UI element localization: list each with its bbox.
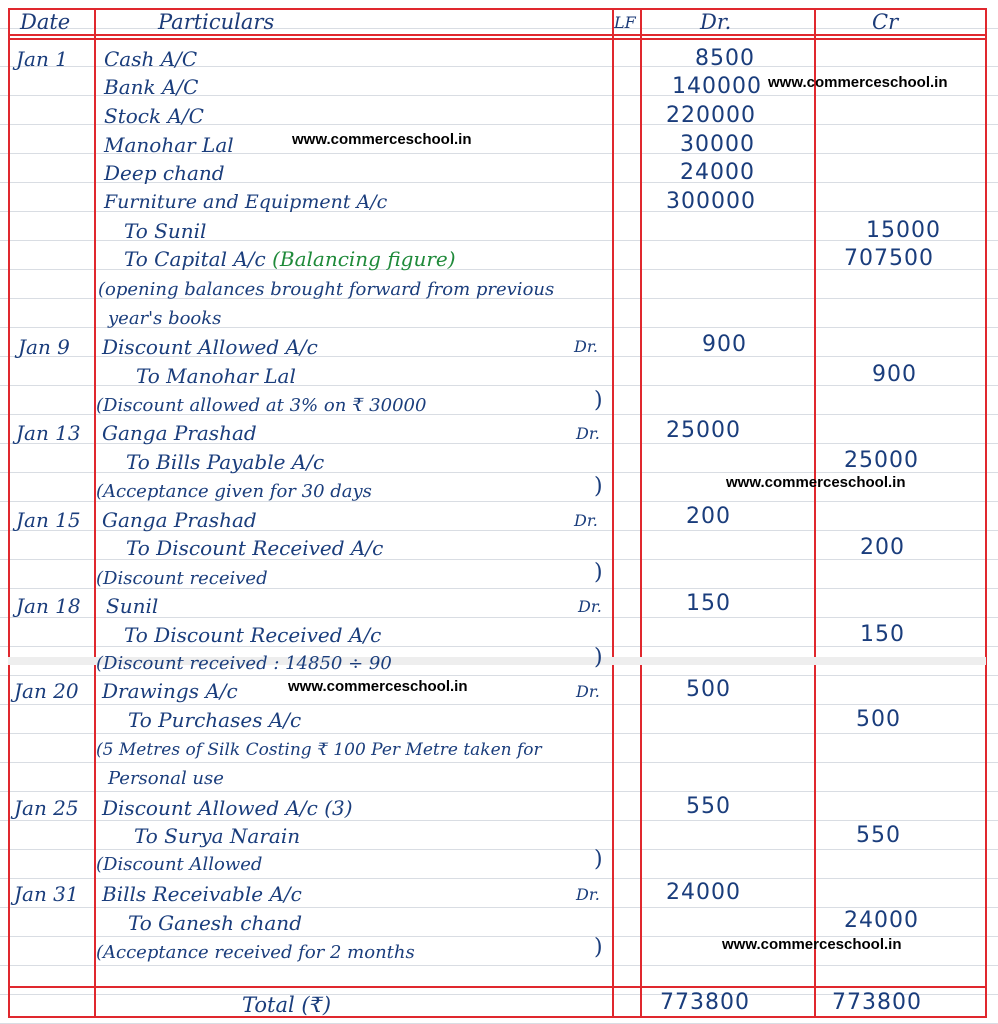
particular-line: Bank A/C [104,75,199,99]
entry-date: Jan 15 [16,508,81,532]
entry-date: Jan 18 [16,594,81,618]
cr-amount: 707500 [844,246,934,271]
cr-amount: 25000 [844,448,919,473]
watermark-text: www.commerceschool.in [292,131,472,148]
dr-amount: 24000 [680,160,755,185]
cr-amount: 24000 [844,908,919,933]
header-cr: Cr [872,10,899,34]
particular-line: To Manohar Lal [136,364,296,388]
cr-amount: 550 [856,823,901,848]
dr-marker: Dr. [574,511,598,530]
particular-line: To Discount Received A/c [124,623,382,647]
dr-amount: 150 [686,591,731,616]
particular-line: To Bills Payable A/c [126,450,325,474]
particular-line: To Purchases A/c [128,708,302,732]
lf-column-divider [640,8,642,1018]
dr-amount: 140000 [672,74,762,99]
header-particulars: Particulars [158,10,275,34]
narration-line: (Acceptance received for 2 months [96,942,415,963]
particular-text: To Capital A/c [124,247,266,271]
particular-line: Furniture and Equipment A/c [104,191,388,213]
particulars-column-divider [612,8,614,1018]
narration-close: ) [594,388,603,413]
entry-date: Jan 25 [14,796,79,820]
dr-marker: Dr. [576,424,600,443]
dr-marker: Dr. [574,337,598,356]
dr-amount: 200 [686,504,731,529]
watermark-text: www.commerceschool.in [722,936,902,953]
header-date: Date [20,10,71,34]
narration-close: ) [594,645,603,670]
particular-line: Drawings A/c [102,679,238,703]
particular-line: Ganga Prashad [102,421,257,445]
dr-amount: 8500 [695,46,755,71]
dr-amount: 300000 [666,189,756,214]
entry-date: Jan 20 [14,679,79,703]
narration-line: (Acceptance given for 30 days [96,481,372,502]
narration-line: (Discount Allowed [96,854,263,875]
particular-line: Deep chand [104,161,225,185]
particular-line: Cash A/C [104,47,198,71]
particular-line: Bills Receivable A/c [102,882,302,906]
dr-amount: 220000 [666,103,756,128]
border-right [985,8,987,1018]
dr-amount: 900 [702,332,747,357]
narration-close: ) [594,474,603,499]
narration-line: year's books [108,308,222,329]
entry-date: Jan 9 [18,335,70,359]
particular-line: Ganga Prashad [102,508,257,532]
particular-line: Stock A/C [104,104,204,128]
dr-marker: Dr. [576,682,600,701]
dr-amount: 550 [686,794,731,819]
dr-column-divider [814,8,816,1018]
particular-line: To Discount Received A/c [126,536,384,560]
dr-marker: Dr. [576,885,600,904]
particular-line: To Sunil [124,219,207,243]
narration-close: ) [594,935,603,960]
header-dr: Dr. [700,10,732,34]
header-lf: LF [614,13,636,32]
watermark-text: www.commerceschool.in [726,474,906,491]
particular-line: To Ganesh chand [128,911,302,935]
narration-line: (Discount received : 14850 ÷ 90 [96,653,392,674]
border-bottom [8,1016,986,1018]
cr-amount: 150 [860,622,905,647]
cr-amount: 200 [860,535,905,560]
total-divider [8,986,986,988]
total-cr: 773800 [832,990,922,1015]
narration-line: (Discount allowed at 3% on ₹ 30000 [96,395,427,416]
entry-date: Jan 13 [16,421,81,445]
narration-line: (Discount received [96,568,268,589]
narration-line: (opening balances brought forward from previous [98,279,555,300]
border-top [8,8,986,10]
dr-amount: 24000 [666,880,741,905]
watermark-text: www.commerceschool.in [768,74,948,91]
cr-amount: 500 [856,707,901,732]
narration-close: ) [594,847,603,872]
narration-line: Personal use [108,768,224,789]
balancing-note: (Balancing figure) [272,247,456,271]
particular-line: Discount Allowed A/c (3) [102,796,353,820]
dr-amount: 500 [686,677,731,702]
dr-marker: Dr. [578,597,602,616]
cr-amount: 900 [872,362,917,387]
particular-line: To Surya Narain [134,824,301,848]
cr-amount: 15000 [866,218,941,243]
particular-line: Manohar Lal [104,133,234,157]
header-divider [8,34,986,36]
entry-date: Jan 31 [14,882,79,906]
narration-line: (5 Metres of Silk Costing ₹ 100 Per Metre taken for [96,740,542,760]
watermark-text: www.commerceschool.in [288,678,468,695]
particular-line [124,246,456,272]
entry-date: Jan 1 [16,47,68,71]
particular-line: Sunil [106,594,159,618]
border-left [8,8,10,1018]
narration-close: ) [594,560,603,585]
dr-amount: 25000 [666,418,741,443]
total-label: Total (₹) [242,993,332,1017]
dr-amount: 30000 [680,132,755,157]
total-dr: 773800 [660,990,750,1015]
particular-line: Discount Allowed A/c [102,335,318,359]
